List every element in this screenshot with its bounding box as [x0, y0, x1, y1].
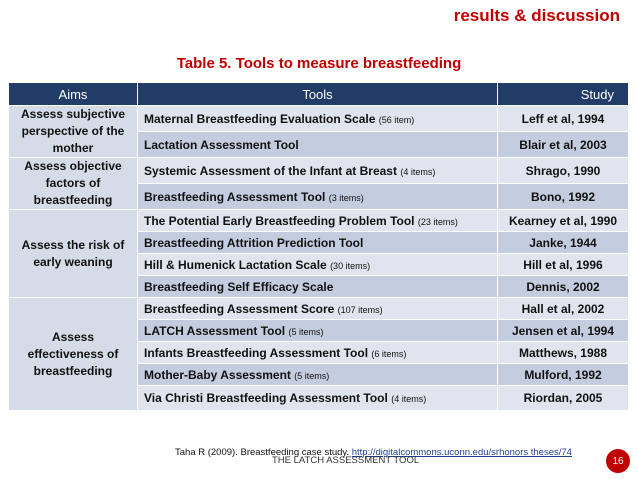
- tool-name: Hill & Humenick Lactation Scale: [144, 257, 327, 272]
- tool-name: Breastfeeding Assessment Score: [144, 301, 335, 316]
- study-cell: Dennis, 2002: [498, 276, 629, 298]
- tool-cell: [138, 320, 498, 342]
- tool-name: Breastfeeding Assessment Tool: [144, 189, 326, 204]
- table-row: [9, 158, 629, 184]
- study-cell: Hall et al, 2002: [498, 298, 629, 320]
- tool-name: LATCH Assessment Tool: [144, 323, 286, 338]
- tool-cell: [138, 158, 498, 184]
- tool-name: Infants Breastfeeding Assessment Tool: [144, 345, 369, 360]
- tool-cell: [138, 276, 498, 298]
- tool-cell: [138, 106, 498, 132]
- study-cell: Mulford, 1992: [498, 364, 629, 386]
- page-number-badge: 16: [606, 449, 630, 473]
- study-cell: Kearney et al, 1990: [498, 210, 629, 232]
- table-row: [9, 210, 629, 232]
- tool-cell: [138, 386, 498, 411]
- header-study: Study: [498, 83, 629, 106]
- tool-items: (5 items): [288, 326, 324, 337]
- tool-items: (4 items): [400, 166, 436, 177]
- study-cell: Hill et al, 1996: [498, 254, 629, 276]
- study-cell: Matthews, 1988: [498, 342, 629, 364]
- tool-cell: [138, 232, 498, 254]
- tool-cell: [138, 254, 498, 276]
- tool-name: Via Christi Breastfeeding Assessment Tool: [144, 391, 388, 405]
- citation-text: Taha R (2009). Breastfeeding case study.: [175, 447, 350, 458]
- tool-cell: [138, 184, 498, 210]
- tool-name: Lactation Assessment Tool: [144, 137, 299, 152]
- tool-name: Breastfeeding Attrition Prediction Tool: [144, 235, 364, 250]
- study-cell: Blair et al, 2003: [498, 132, 629, 158]
- table-row: [9, 298, 629, 320]
- header-tools: Tools: [138, 83, 498, 106]
- study-cell: Bono, 1992: [498, 184, 629, 210]
- tool-items: (6 items): [371, 348, 407, 359]
- table-row: [9, 106, 629, 132]
- tool-items: (23 items): [417, 216, 458, 227]
- tool-items: (3 items): [328, 192, 364, 203]
- tool-cell: [138, 364, 498, 386]
- tool-cell: [138, 298, 498, 320]
- tool-name: Mother-Baby Assessment: [144, 367, 291, 382]
- tool-items: (107 items): [337, 304, 383, 315]
- tools-table: [8, 82, 629, 411]
- aim-cell: Assess objective factors of breastfeeding: [9, 158, 138, 210]
- tool-items: (56 item): [378, 114, 415, 125]
- aim-cell: Assess subjective perspective of the mother: [9, 106, 138, 158]
- study-cell: Janke, 1944: [498, 232, 629, 254]
- tool-cell: [138, 342, 498, 364]
- study-cell: Jensen et al, 1994: [498, 320, 629, 342]
- header-aims: Aims: [9, 83, 138, 106]
- aim-cell: Assess the risk of early weaning: [9, 210, 138, 298]
- tool-items: (5 items): [294, 370, 330, 381]
- section-title: results & discussion: [453, 6, 620, 25]
- aim-cell: Assess effectiveness of breastfeeding: [9, 298, 138, 411]
- tool-items: (4 items): [391, 394, 427, 404]
- table-header-row: [9, 83, 629, 106]
- tool-name: Maternal Breastfeeding Evaluation Scale: [144, 111, 376, 126]
- study-cell: Riordan, 2005: [498, 386, 629, 411]
- tool-name: Breastfeeding Self Efficacy Scale: [144, 279, 334, 294]
- study-cell: Shrago, 1990: [498, 158, 629, 184]
- citation-link[interactable]: http://digitalcommons.uconn.edu/srhonors theses/74: [351, 447, 572, 458]
- tool-name: The Potential Early Breastfeeding Problem Tool: [144, 213, 415, 228]
- tool-name: Systemic Assessment of the Infant at Breast: [144, 163, 397, 178]
- tool-cell: [138, 210, 498, 232]
- footer-title: THE LATCH ASSESSMENT TOOL: [272, 455, 420, 466]
- study-cell: Leff et al, 1994: [498, 106, 629, 132]
- table-title: Table 5. Tools to measure breastfeeding: [176, 55, 462, 72]
- tool-cell: [138, 132, 498, 158]
- tool-items: (30 items): [330, 260, 371, 271]
